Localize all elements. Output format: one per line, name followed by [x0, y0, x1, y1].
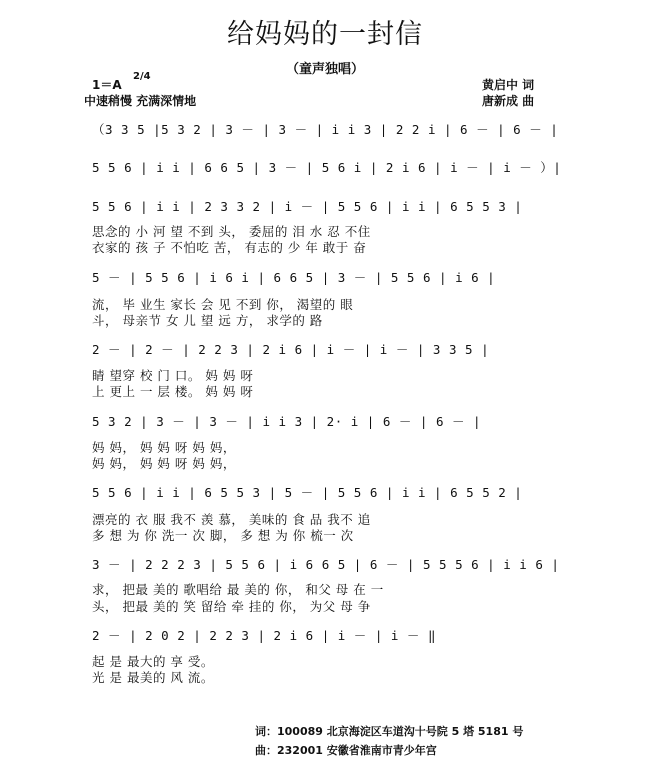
lyric-line: 光 是 最美的 风 流。	[92, 670, 214, 685]
lyric-line: 妈 妈， 妈 妈 呀 妈 妈，	[92, 440, 236, 455]
notation-line: 5 3 2 | 3 － | 3 － | i i 3 | 2· i | 6 － | 6 － |	[92, 414, 482, 429]
lyric-line: 多 想 为 你 洗一 次 脚， 多 想 为 你 梳一 次	[92, 528, 354, 543]
notation-line: 5 5 6 | i i | 6 6 5 | 3 － | 5 6 i | 2 i 6 | i － | i － ）|	[92, 160, 562, 175]
notation-line: 5 5 6 | i i | 2 3 3 2 | i － | 5 5 6 | i i | 6 5 5 3 |	[92, 199, 523, 214]
lyric-line: 思念的 小 河 望 不到 头， 委屈的 泪 水 忍 不住	[92, 224, 371, 239]
lyricist-credit: 黄启中 词	[482, 78, 535, 92]
lyric-line: 求， 把最 美的 歌唱给 最 美的 你， 和父 母 在 一	[92, 582, 384, 597]
composer-address: 曲：232001 安徽省淮南市青少年宫	[255, 744, 437, 757]
lyric-line: 流， 毕 业生 家长 会 见 不到 你， 渴望的 眼	[92, 297, 354, 312]
notation-line: 5 5 6 | i i | 6 5 5 3 | 5 － | 5 5 6 | i i | 6 5 5 2 |	[92, 485, 523, 500]
lyric-line: 睛 望穿 校 门 口。 妈 妈 呀	[92, 368, 254, 383]
song-title: 给妈妈的一封信	[227, 19, 423, 50]
notation-line: 2 － | 2 － | 2 2 3 | 2 i 6 | i － | i － | 3 3 5 |	[92, 342, 490, 357]
lyric-line: 起 是 最大的 享 受。	[92, 654, 214, 669]
lyric-line: 妈 妈， 妈 妈 呀 妈 妈，	[92, 456, 236, 471]
notation-line: 5 － | 5 5 6 | i 6 i | 6 6 5 | 3 － | 5 5 6 | i 6 |	[92, 270, 496, 285]
lyric-line: 斗， 母亲节 女 儿 望 远 方， 求学的 路	[92, 313, 323, 328]
time-signature-value: 2/4	[133, 71, 151, 82]
notation-line: （3 3 5 |5 3 2 | 3 － | 3 － | i i 3 | 2 2 i | 6 － | 6 － |	[92, 122, 559, 137]
time-signature	[133, 72, 151, 82]
lyricist-address: 词：100089 北京海淀区车道沟十号院 5 塔 5181 号	[255, 725, 524, 738]
lyric-line: 上 更上 一 层 楼。 妈 妈 呀	[92, 384, 254, 399]
key-signature: 1＝A	[92, 78, 122, 92]
lyric-line: 漂亮的 衣 服 我不 羡 慕， 美味的 食 品 我不 追	[92, 512, 371, 527]
composer-credit: 唐新成 曲	[482, 94, 535, 108]
lyric-line: 头， 把最 美的 笑 留给 牵 挂的 你， 为父 母 争	[92, 599, 371, 614]
song-subtitle: （童声独唱）	[285, 62, 364, 77]
notation-line: 3 － | 2 2 2 3 | 5 5 6 | i 6 6 5 | 6 － | 5 5 5 6 | i i 6 |	[92, 557, 560, 572]
lyric-line: 衣家的 孩 子 不怕吃 苦， 有志的 少 年 敢于 奋	[92, 240, 367, 255]
notation-line: 2 － | 2 0 2 | 2 2 3 | 2 i 6 | i － | i － ‖	[92, 628, 436, 643]
tempo-marking: 中速稍慢 充满深情地	[84, 94, 197, 108]
